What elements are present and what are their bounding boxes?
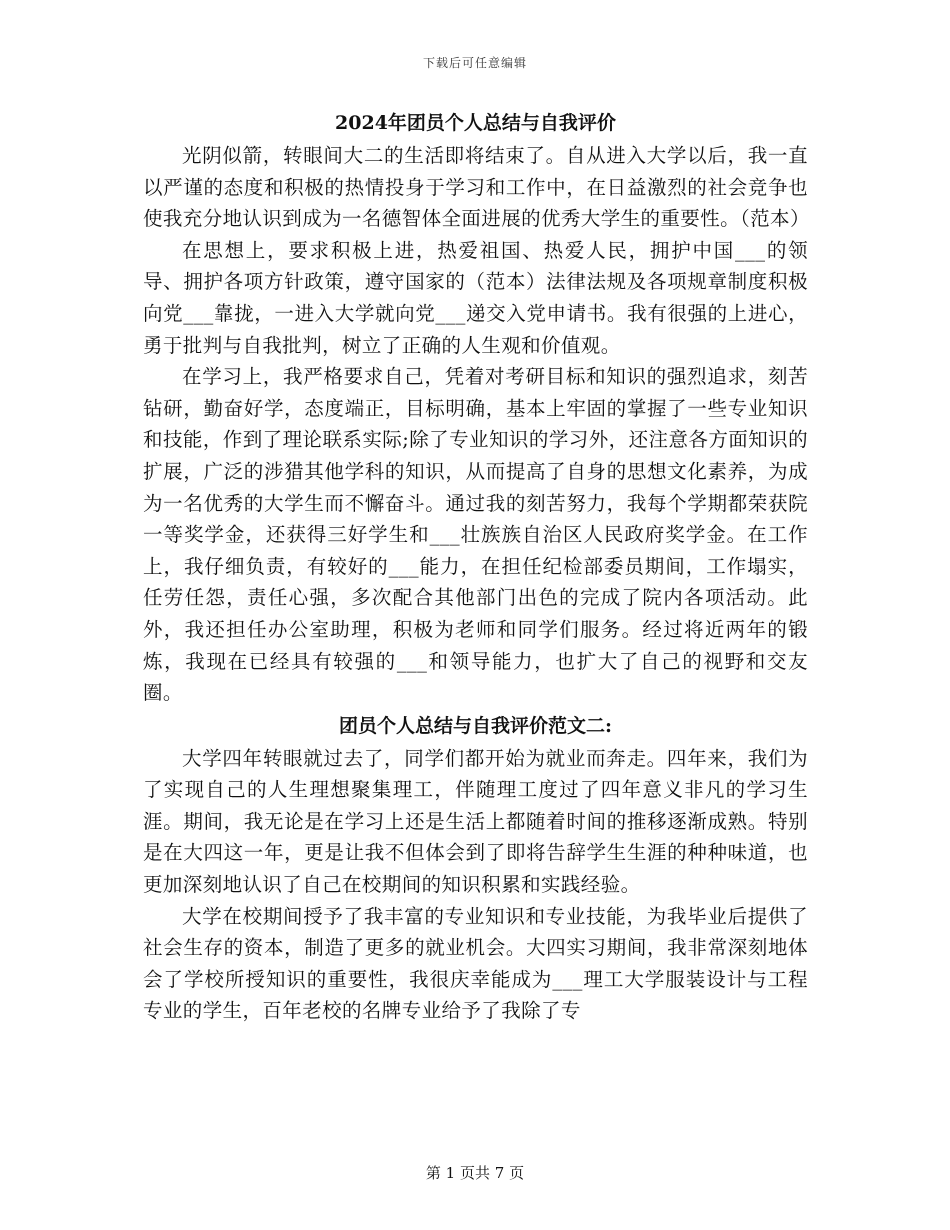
paragraph: 大学四年转眼就过去了，同学们都开始为就业而奔走。四年来，我们为了实现自己的人生理想聚集理工，伴随理工度过了四年意义非凡的学习生涯。期间，我无论是在学习上还是生活上都随着时间的推移逐渐成熟。特别是在大四这一年，更是让我不但体会到了即将告辞学生生涯的种种味道，也更加深刻地认识了自己在校期间的知识积累和实践经验。 (143, 746, 808, 897)
paragraph: 在学习上，我严格要求自己，凭着对考研目标和知识的强烈追求，刻苦钻研，勤奋好学，态度端正，目标明确，基本上牢固的掌握了一些专业知识和技能，作到了理论联系实际;除了专业知识的学习外，还注意各方面知识的扩展，广泛的涉猎其他学科的知识，从而提高了自身的思想文化素养，为成为一名优秀的大学生而不懈奋斗。通过我的刻苦努力，我每个学期都荣获院一等奖学金，还获得三好学生和___壮族族自治区人民政府奖学金。在工作上，我仔细负责，有较好的___能力，在担任纪检部委员期间，工作塌实，任劳任怨，责任心强，多次配合其他部门出色的完成了院内各项活动。此外，我还担任办公室助理，积极为老师和同学们服务。经过将近两年的锻炼，我现在已经具有较强的___和领导能力，也扩大了自己的视野和交友圈。 (143, 365, 808, 705)
document-title: 2024年团员个人总结与自我评价 (335, 112, 616, 134)
paragraph: 光阴似箭，转眼间大二的生活即将结束了。自从进入大学以后，我一直以严谨的态度和积极的热情投身于学习和工作中，在日益激烈的社会竞争也使我充分地认识到成为一名德智体全面进展的优秀大学生的重要性。（范本） (143, 144, 810, 231)
page-footer: 第 1 页共 7 页 (425, 1164, 525, 1182)
header-note: 下载后可任意编辑 (422, 56, 527, 70)
paragraph: 大学在校期间授予了我丰富的专业知识和专业技能，为我毕业后提供了社会生存的资本，制造了更多的就业机会。大四实习期间，我非常深刻地体会了学校所授知识的重要性，我很庆幸能成为___理工大学服装设计与工程专业的学生，百年老校的名牌专业给予了我除了专 (143, 904, 808, 1023)
document-body (143, 106, 808, 1027)
paragraph: 在思想上，要求积极上进，热爱祖国、热爱人民，拥护中国___的领导、拥护各项方针政策，遵守国家的（范本）法律法规及各项规章制度积极向党___靠拢，一进入大学就向党___递交入党申请书。我有很强的上进心，勇于批判与自我批判，树立了正确的人生观和价值观。 (143, 238, 808, 357)
section-subtitle: 团员个人总结与自我评价范文二: (338, 714, 612, 737)
